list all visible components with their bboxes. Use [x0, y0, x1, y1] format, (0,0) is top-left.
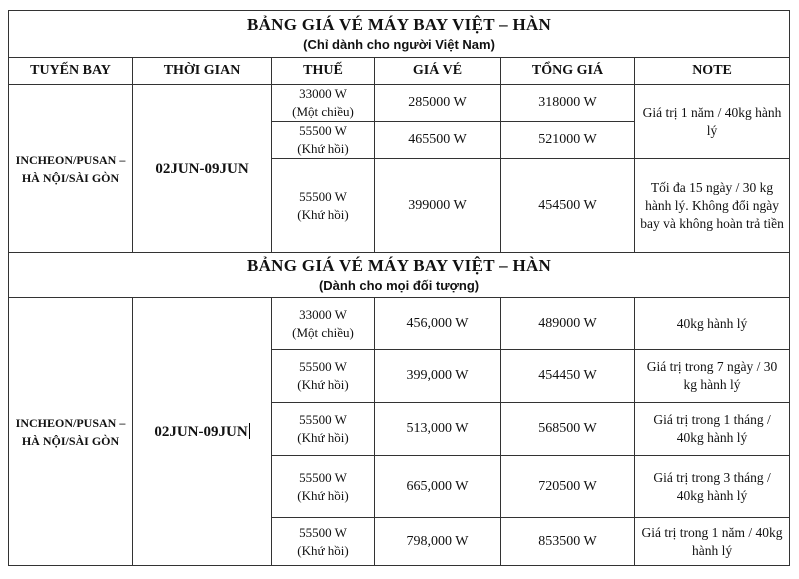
- section1-title-cell: [9, 11, 790, 58]
- tax-cell: [272, 350, 375, 403]
- tax-amount: 55500 W: [299, 123, 347, 138]
- section1-title-row: [9, 11, 790, 58]
- total-cell: 454450 W: [501, 350, 635, 403]
- section1-subtitle: (Chỉ dành cho người Việt Nam): [303, 37, 495, 52]
- price-cell: 399000 W: [375, 159, 501, 253]
- note-cell: Giá trị trong 1 tháng / 40kg hành lý: [635, 403, 790, 456]
- section2-title-row: [9, 253, 790, 298]
- tax-amount: 55500 W: [299, 359, 347, 374]
- note-cell: Giá trị 1 năm / 40kg hành lý: [635, 85, 790, 159]
- tax-type: (Khứ hồi): [297, 206, 349, 222]
- period-text: 02JUN-09JUN: [154, 423, 248, 440]
- tax-cell: [272, 298, 375, 350]
- note-cell: 40kg hành lý: [635, 298, 790, 350]
- note-cell: Giá trị trong 7 ngày / 30 kg hành lý: [635, 350, 790, 403]
- header-price: GIÁ VÉ: [375, 58, 501, 85]
- tax-amount: 55500 W: [299, 469, 347, 485]
- tax-amount: 33000 W: [299, 306, 347, 322]
- price-cell: 465500 W: [375, 122, 501, 159]
- header-total: TỔNG GIÁ: [501, 58, 635, 85]
- tax-cell: [272, 456, 375, 518]
- text-cursor: [249, 423, 250, 439]
- tax-amount: 33000 W: [299, 86, 347, 101]
- total-cell: 454500 W: [501, 159, 635, 253]
- tax-type: (Khứ hồi): [297, 542, 349, 558]
- period-cell: 02JUN-09JUN: [133, 85, 272, 253]
- price-cell: 285000 W: [375, 85, 501, 122]
- tax-amount: 55500 W: [299, 412, 347, 427]
- total-cell: 720500 W: [501, 456, 635, 518]
- price-cell: 399,000 W: [375, 350, 501, 403]
- section1-title: BẢNG GIÁ VÉ MÁY BAY VIỆT – HÀN: [246, 15, 552, 34]
- section2-title: BẢNG GIÁ VÉ MÁY BAY VIỆT – HÀN: [246, 256, 552, 275]
- note-cell: Tối đa 15 ngày / 30 kg hành lý. Không đổi ngày bay và không hoàn trả tiền: [635, 159, 790, 253]
- header-row: [9, 58, 790, 85]
- total-cell: 568500 W: [501, 403, 635, 456]
- tax-cell: [272, 85, 375, 122]
- price-cell: 456,000 W: [375, 298, 501, 350]
- tax-cell: [272, 122, 375, 159]
- tax-cell: [272, 403, 375, 456]
- table-row: [9, 298, 790, 350]
- header-route: TUYẾN BAY: [9, 58, 133, 85]
- price-cell: 798,000 W: [375, 518, 501, 566]
- tax-type: (Khứ hồi): [297, 377, 349, 392]
- total-cell: 853500 W: [501, 518, 635, 566]
- tax-type: (Một chiều): [292, 104, 354, 119]
- note-cell: Giá trị trong 3 tháng / 40kg hành lý: [635, 456, 790, 518]
- tax-type: (Khứ hồi): [297, 487, 349, 503]
- tax-type: (Một chiều): [292, 324, 354, 340]
- period-cell: [133, 298, 272, 566]
- fare-table: [8, 10, 790, 566]
- section2-title-cell: [9, 253, 790, 298]
- price-cell: 665,000 W: [375, 456, 501, 518]
- tax-cell: [272, 518, 375, 566]
- header-period: THỜI GIAN: [133, 58, 272, 85]
- table-row: [9, 85, 790, 122]
- tax-amount: 55500 W: [299, 524, 347, 540]
- note-cell: Giá trị trong 1 năm / 40kg hành lý: [635, 518, 790, 566]
- total-cell: 318000 W: [501, 85, 635, 122]
- tax-amount: 55500 W: [299, 188, 347, 204]
- tax-cell: [272, 159, 375, 253]
- total-cell: 521000 W: [501, 122, 635, 159]
- section2-subtitle: (Dành cho mọi đối tượng): [318, 278, 480, 293]
- price-cell: 513,000 W: [375, 403, 501, 456]
- tax-type: (Khứ hồi): [297, 430, 349, 445]
- total-cell: 489000 W: [501, 298, 635, 350]
- tax-type: (Khứ hồi): [297, 141, 349, 156]
- header-note: NOTE: [635, 58, 790, 85]
- route-cell: INCHEON/PUSAN – HÀ NỘI/SÀI GÒN: [9, 85, 133, 253]
- route-cell: INCHEON/PUSAN – HÀ NỘI/SÀI GÒN: [9, 298, 133, 566]
- header-tax: THUẾ: [272, 58, 375, 85]
